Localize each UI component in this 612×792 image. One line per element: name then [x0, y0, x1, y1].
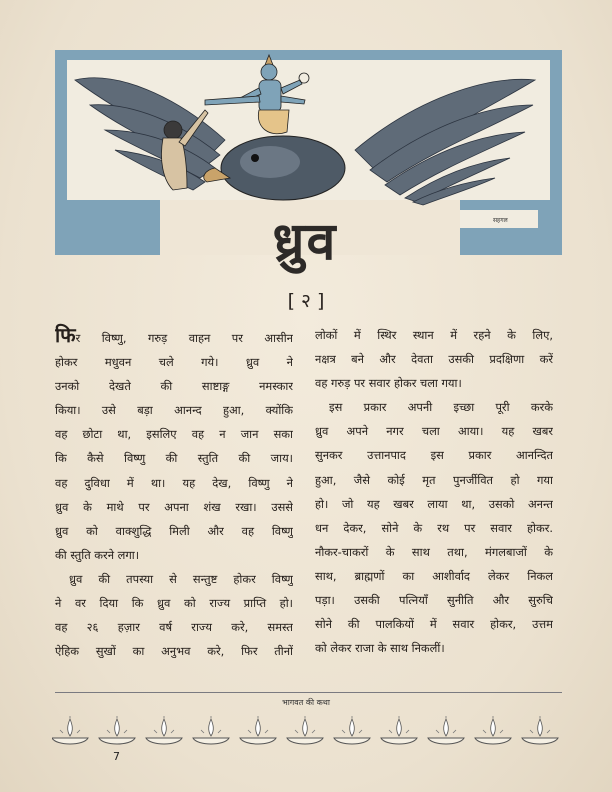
lamp-icon — [475, 716, 511, 744]
text-line: की स्तुति करने लगा। — [55, 547, 140, 562]
lamp-icon — [240, 716, 276, 744]
footer-divider — [55, 692, 562, 693]
text-line: साथ, ब्राह्मणों का आशीर्वाद लेकर निकल — [315, 568, 553, 583]
text-line: सुनकर उत्तानपाद इस प्रकार आनन्दित — [315, 448, 553, 463]
series-label: भागवत की कथा — [282, 698, 330, 707]
text-line: वह गरुड़ पर सवार होकर चला गया। — [315, 376, 462, 391]
artist-signature: सहगल — [493, 217, 508, 224]
text-line: किया। उसे बड़ा आनन्द हुआ, क्योंकि — [55, 403, 293, 418]
text-line: हुआ, जैसे कोई मृत पुनर्जीवित हो गया — [315, 472, 553, 487]
lamp-icon — [287, 716, 323, 744]
text-line: वह २६ हज़ार वर्ष राज्य करे, समस्त — [55, 620, 293, 635]
text-line: ध्रुव की तपस्या से सन्तुष्ट होकर विष्णु — [69, 571, 293, 586]
text-line: को लेकर राजा के साथ निकलीं। — [315, 641, 445, 656]
lamp-icon — [193, 716, 229, 744]
text-line: ध्रुव अपने नगर चला आया। यह खबर — [315, 424, 553, 439]
text-line: कि कैसे विष्णु की स्तुति की जाय। — [55, 451, 293, 466]
lamp-icon — [146, 716, 182, 744]
lamp-icon — [334, 716, 370, 744]
dropcap: फि — [55, 323, 76, 347]
text-line: इस प्रकार अपनी इच्छा पूरी करके — [329, 400, 553, 415]
text-line: सोने की पालकियों में सवार होकर, उत्तम — [315, 617, 553, 632]
text-line: हो। जो यह खबर लाया था, उसको अनन्त — [315, 496, 553, 511]
lamp-icon — [428, 716, 464, 744]
text-line: र विष्णु, गरुड़ वाहन पर आसीन — [75, 331, 293, 345]
text-line: लोकों में स्थिर स्थान में रहने के लिए, — [315, 328, 553, 342]
text-line: उनको देखते की साष्टाङ्ग नमस्कार — [55, 379, 293, 394]
text-line: नक्षत्र बने और देवता उसकी प्रदक्षिणा करें — [315, 352, 553, 367]
right-column — [315, 323, 553, 660]
lamp-icon — [522, 716, 558, 744]
left-column — [55, 323, 293, 663]
text-line: पड़ा। उसकी पत्नियाँ सुनीति और सुरुचि — [315, 593, 553, 608]
text-line: ध्रुव को वाक्शुद्धि मिली और वह विष्णु — [55, 523, 293, 538]
chapter-marker: [ २ ] — [287, 290, 325, 312]
page-number: 7 — [113, 750, 120, 763]
lamp-icon — [99, 716, 135, 744]
text-line: होकर मधुवन चले गये। ध्रुव ने — [55, 355, 293, 370]
text-line: ने वर दिया कि ध्रुव को राज्य प्राप्ति हो। — [55, 596, 293, 611]
text-line: नौकर-चाकरों के साथ तथा, मंगलबाजों के — [315, 544, 553, 559]
text-line: ध्रुव के माथे पर अपना शंख रखा। उससे — [55, 499, 293, 514]
lamp-icon — [381, 716, 417, 744]
lamp-icon — [52, 716, 88, 744]
text-line: वह दुविधा में था। यह देख, विष्णु ने — [55, 475, 293, 490]
text-line: धन देकर, सोने के रथ पर सवार होकर. — [315, 520, 553, 535]
text-line: वह छोटा था, इसलिए वह न जान सका — [55, 427, 293, 442]
text-line: ऐहिक सुखों का अनुभव करे, फिर तीनों — [55, 644, 293, 659]
oil-lamp-border — [52, 714, 562, 748]
story-title: ध्रुव — [272, 212, 338, 272]
